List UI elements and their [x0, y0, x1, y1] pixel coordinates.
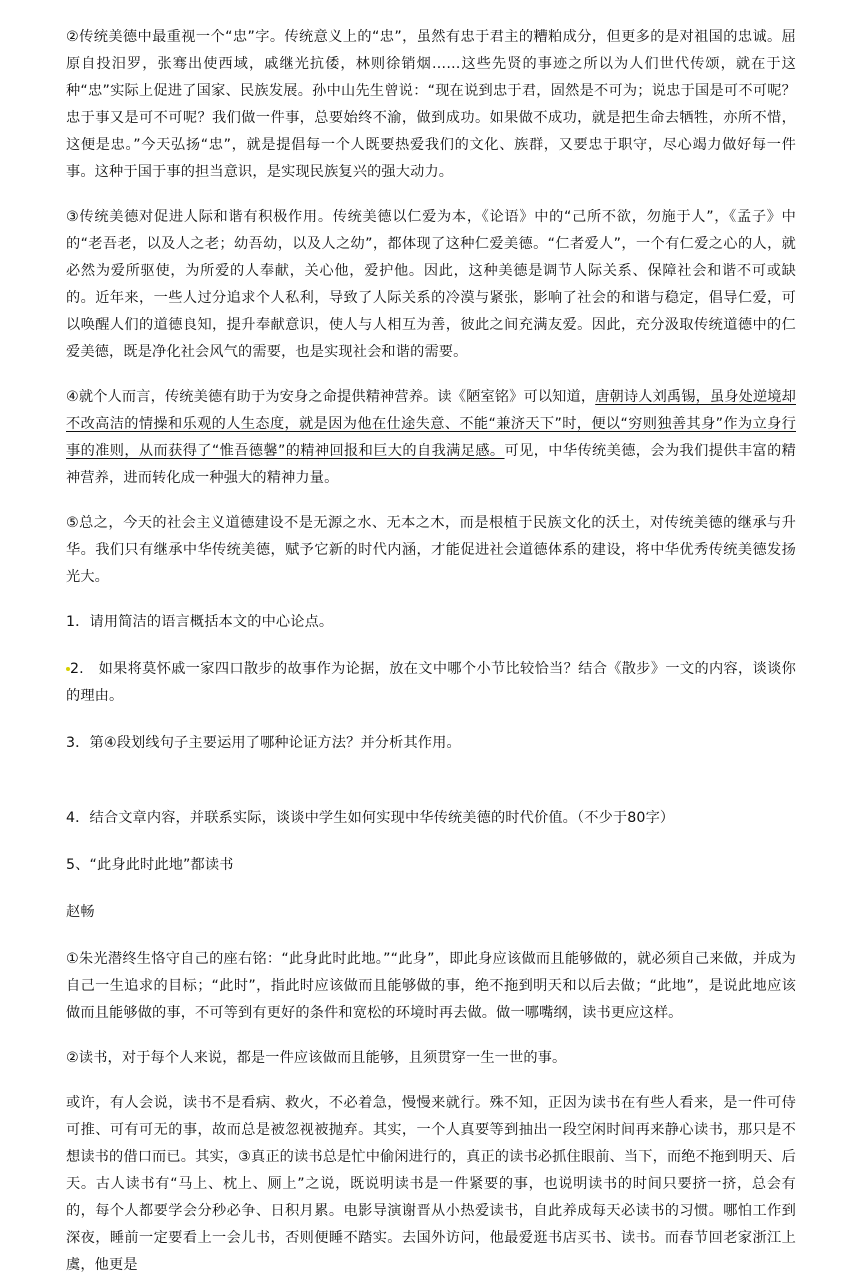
question-1: 1．请用简洁的语言概括本文的中心论点。: [66, 614, 334, 630]
article1-paragraph-2: ②传统美德中最重视一个“忠”字。传统意义上的“忠”，虽然有忠于君主的糟粕成分，但更多的是对祖国的忠诚。屈原自投汨罗，张骞出使西域，戚继光抗倭，林则徐销烟……这些先贤的事迹之所以为人们世代传颂，就在于这种“忠”实际上促进了国家、民族发展。孙中山先生曾说：“现在说到忠于君，固然是不可为；说忠于国是可不可呢？忠于事又是可不可呢？我们做一件事，总要始终不渝，做到成功。如果做不成功，就是把生命去牺牲，亦所不惜，这便是忠。”今天弘扬“忠”，就是提倡每一个人既要热爱我们的文化、族群，又要忠于职守，尽心竭力做好每一件事。这种于国于事的担当意识，是实现民族复兴的强大动力。: [66, 29, 796, 180]
article2-paragraph-2: ②读书，对于每个人来说，都是一件应该做而且能够，且须贯穿一生一世的事。: [66, 1050, 567, 1066]
paragraph-4-tail: 可见，中华传统美德，会为我们提供丰富的精神营养，进而转化成一种强大的精神力量。: [66, 443, 796, 486]
article2-author: 赵畅: [66, 904, 95, 920]
article1-paragraph-5: ⑤总之，今天的社会主义道德建设不是无源之水、无本之木，而是根植于民族文化的沃土，对传统美德的继承与升华。我们只有继承中华传统美德，赋予它新的时代内涵，才能促进社会道德体系的建设，将中华优秀传统美德发扬光大。: [66, 515, 796, 585]
article1-paragraph-4: [66, 384, 796, 492]
question-3: 3．第④段划线句子主要运用了哪种论证方法？并分析其作用。: [66, 735, 461, 751]
document-page: [66, 0, 796, 1279]
article2-title: 5、“此身此时此地”都读书: [66, 857, 234, 873]
article2-paragraph-3: 或许，有人会说，读书不是看病、救火，不必着急，慢慢来就行。殊不知，正因为读书在有些人看来，是一件可侍可推、可有可无的事，故而总是被忽视被抛弃。其实，一个人真要等到抽出一段空闲时间再来静心读书，那只是不想读书的借口而已。其实，③真正的读书总是忙中偷闲进行的，真正的读书必抓住眼前、当下，而绝不拖到明天、后天。古人读书有“马上、枕上、厕上”之说，既说明读书是一件紧要的事，也说明读书的时间只要挤一挤，总会有的，每个人都要学会分秒必争、日积月累。电影导演谢晋从小热爱读书，自此养成每天必读书的习惯。哪怕工作到深夜，睡前一定要看上一会儿书，否则便睡不踏实。去国外访问，他最爱逛书店买书、读书。而春节回老家浙江上虞，他更是: [66, 1095, 796, 1273]
question-2-text: 2. 如果将莫怀戚一家四口散步的故事作为论据，放在文中哪个小节比较恰当？结合《散步》一文的内容，谈谈你的理由。: [66, 661, 796, 704]
question-2: [66, 656, 796, 710]
article1-paragraph-3: ③传统美德对促进人际和谐有积极作用。传统美德以仁爱为本，《论语》中的“己所不欲，勿施于人”，《孟子》中的“老吾老，以及人之老；幼吾幼，以及人之幼”，都体现了这种仁爱美德。“仁者爱人”，一个有仁爱之心的人，就必然为爱所驱使，为所爱的人奉献，关心他，爱护他。因此，这种美德是调节人际关系、保障社会和谐不可或缺的。近年来，一些人过分追求个人私利，导致了人际关系的冷漠与紧张，影响了社会的和谐与稳定，倡导仁爱，可以唤醒人们的道德良知，提升奉献意识，使人与人相互为善，彼此之间充满友爱。因此，充分汲取传统道德中的仁爱美德，既是净化社会风气的需要，也是实现社会和谐的需要。: [66, 209, 796, 360]
question-4: 4．结合文章内容，并联系实际，谈谈中学生如何实现中华传统美德的时代价值。（不少于80字）: [66, 810, 675, 826]
paragraph-4-lead: ④就个人而言，传统美德有助于为安身之命提供精神营养。读《陋室铭》可以知道，: [66, 389, 596, 405]
paragraph-4-underlined-sentence: 唐朝诗人刘禹锡，虽身处逆境却不改高洁的情操和乐观的人生态度，就是因为他在仕途失意、不能“兼济天下”时，便以“穷则独善其身”作为立身行事的准则，从而获得了“惟吾德馨”的精神回报和巨大的自我满足感。: [66, 389, 796, 459]
article2-paragraph-1: ①朱光潜终生恪守自己的座右铭：“此身此时此地。”“此身”，即此身应该做而且能够做的，就必须自己来做，并成为自己一生追求的目标；“此时”，指此时应该做而且能够做的事，绝不拖到明天和以后去做；“此地”，是说此地应该做而且能够做的事，不可等到有更好的条件和宽松的环境时再去做。做一哪嘴纲，读书更应这样。: [66, 951, 796, 1021]
